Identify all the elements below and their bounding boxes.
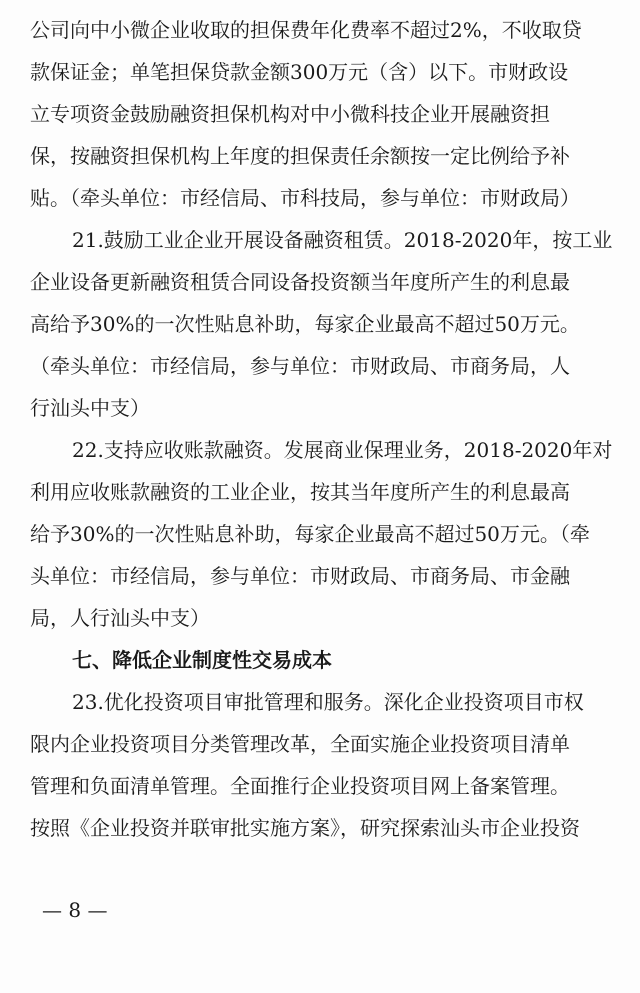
text-line: 款保证金；单笔担保贷款金额300万元（含）以下。市财政设: [30, 60, 569, 84]
text-line: 利用应收账款融资的工业企业，按其当年度所产生的利息最高: [30, 480, 570, 504]
paragraph-23-start: 23.优化投资项目审批管理和服务。深化企业投资项目市权: [72, 690, 584, 714]
text-line: 按照《企业投资并联审批实施方案》，研究探索汕头市企业投资: [30, 816, 580, 840]
text-line: 限内企业投资项目分类管理改革，全面实施企业投资项目清单: [30, 732, 570, 756]
text-line: 公司向中小微企业收取的担保费年化费率不超过2%，不收取贷: [30, 18, 582, 42]
text-line: （牵头单位：市经信局，参与单位：市财政局、市商务局，人: [30, 354, 570, 378]
text-line: 局，人行汕头中支）: [30, 606, 210, 630]
text-line: 行汕头中支）: [30, 396, 150, 420]
paragraph-21-start: 21.鼓励工业企业开展设备融资租赁。2018-2020年，按工业: [72, 228, 613, 252]
section-heading: 七、降低企业制度性交易成本: [72, 648, 332, 672]
text-line: 企业设备更新融资租赁合同设备投资额当年度所产生的利息最: [30, 270, 570, 294]
text-line: 头单位：市经信局，参与单位：市财政局、市商务局、市金融: [30, 564, 570, 588]
paragraph-22-start: 22.支持应收账款融资。发展商业保理业务，2018-2020年对: [72, 438, 613, 462]
text-line: 立专项资金鼓励融资担保机构对中小微科技企业开展融资担: [30, 102, 550, 126]
text-line: 管理和负面清单管理。全面推行企业投资项目网上备案管理。: [30, 774, 570, 798]
text-line: 贴。（牵头单位：市经信局、市科技局，参与单位：市财政局）: [30, 186, 580, 210]
text-line: 保，按融资担保机构上年度的担保责任余额按一定比例给予补: [30, 144, 570, 168]
page-number: — 8 —: [42, 898, 108, 922]
text-line: 给予30%的一次性贴息补助，每家企业最高不超过50万元。（牵: [30, 522, 590, 546]
text-line: 高给予30%的一次性贴息补助，每家企业最高不超过50万元。: [30, 312, 580, 336]
